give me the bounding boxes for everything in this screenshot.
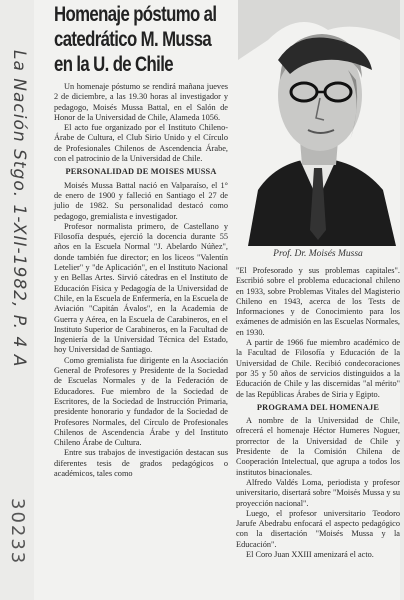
archive-number-stamp <box>4 498 30 588</box>
paragraph: Un homenaje póstumo se rendirá mañana jueves 2 de diciembre, a las 19.30 horas al investigador y pedagogo, Moisés Mussa Battal, en el Salón de Honor de la Universidad de Chile, Alameda 1056. <box>54 82 228 122</box>
paragraph: El Coro Juan XXIII amenizará el acto. <box>246 550 374 560</box>
photo-caption: Prof. Dr. Moisés Mussa <box>273 249 363 259</box>
paragraph: Como gremialista fue dirigente en la Asociación General de Profesores y Presidente de la Sociedad de Escuelas Normales y de la Federación de Educadores. Fue miembro de la Sociedad de Escritores, de la Sociedad de Instrucción Primaria, presidente honorario y fundador de la Sociedad de Profesores Normales, del Círculo de Profesionales Chilenos de Ascendencia Árabe y del Instituto Chileno Árabe de Cultura. <box>54 355 228 448</box>
right-text-column <box>236 266 400 560</box>
paragraph: Entre sus trabajos de investigación destacan sus diferentes tesis de grados pedagógicos o académicos, tales como <box>54 448 228 478</box>
section-heading: PERSONALIDAD DE MOISES MUSSA <box>65 167 217 177</box>
headline-line-1: Homenaje póstumo al <box>54 2 217 26</box>
section-heading: PROGRAMA DEL HOMENAJE <box>256 402 380 412</box>
portrait-photo <box>238 0 400 246</box>
archive-number-text: 30233 <box>7 498 28 566</box>
headline-line-3: en la U. de Chile <box>54 52 173 76</box>
portrait-illustration <box>238 0 400 246</box>
paragraph: "El Profesorado y sus problemas capitales". Escribió sobre el problema educacional chileno en 1933, sobre Problemas Vitales del Magisterio Chileno en 1943, acerca de los Tests de Informaciones y de Conocimiento para los exámenes de admisión en las Escuelas Normales, en 1930. <box>236 266 400 337</box>
paragraph: A partir de 1966 fue miembro académico de la Facultad de Filosofía y Educación de la Universidad de Chile. Recibió condecoraciones por 35 y 50 años de servicios distinguidos a la Educación de Chile y las discernidas "al mérito" de las Repúblicas Árabes de Siria y Egipto. <box>236 338 400 399</box>
paragraph: Profesor normalista primero, de Castellano y Filosofía después, ejerció la docencia durante 55 años en la Escuela Normal "J. Abelardo Núñez", donde también fue director; en los liceos "Valentín Letelier" y "de Aplicación", en el Instituto Nacional y en Bellas Artes. Sirvió cátedras en el Instituto de Educación Física y Pedagogía de la Universidad de Chile, en la Escuela de Enfermería, en la Escuela de Aviación "Capitán Ávalos", en la Academia de Guerra y Aérea, en la Escuela de Carabineros, en el Instituto Superior de Carabineros, en la Facultad de Ingeniería de la Universidad Técnica del Estado, hoy Universidad de Santiago. <box>54 221 228 355</box>
paragraph: El acto fue organizado por el Instituto Chileno-Árabe de Cultura, el Club Sirio Unido y el Círculo de Profesionales Chilenos de Ascendencia Árabe, con el patrocinio de la Universidad de Chile. <box>54 123 228 164</box>
article-headline <box>54 2 233 77</box>
handwritten-source-note <box>1 50 31 390</box>
paragraph: Moisés Mussa Battal nació en Valparaíso, el 1° de enero de 1900 y falleció en Santiago el 27 de julio de 1982. Su personalidad destacó como pedagogo, gremialista e investigador. <box>54 180 228 221</box>
paragraph: A nombre de la Universidad de Chile, ofrecerá el homenaje Héctor Humeres Noguer, prorrector de la Universidad de Chile y Presidente de la Comisión Chilena de Cooperación Intelectual, que agrupa a todos los institutos binacionales. <box>236 416 400 477</box>
paragraph: Alfredo Valdés Loma, periodista y profesor universitario, disertará sobre "Moisés Mussa y su proyección nacional". <box>236 477 400 508</box>
paragraph: Luego, el profesor universitario Teodoro Jarufe Abedrabu enfocará el aspecto pedagógico con la disertación "Moisés Mussa y la Educación". <box>236 508 400 549</box>
handwritten-note-text: La Nación Stgo. 1-XII-1982, P. 4 A <box>9 50 29 368</box>
left-text-column <box>54 82 228 479</box>
headline-line-2: catedrático M. Mussa <box>54 27 212 51</box>
